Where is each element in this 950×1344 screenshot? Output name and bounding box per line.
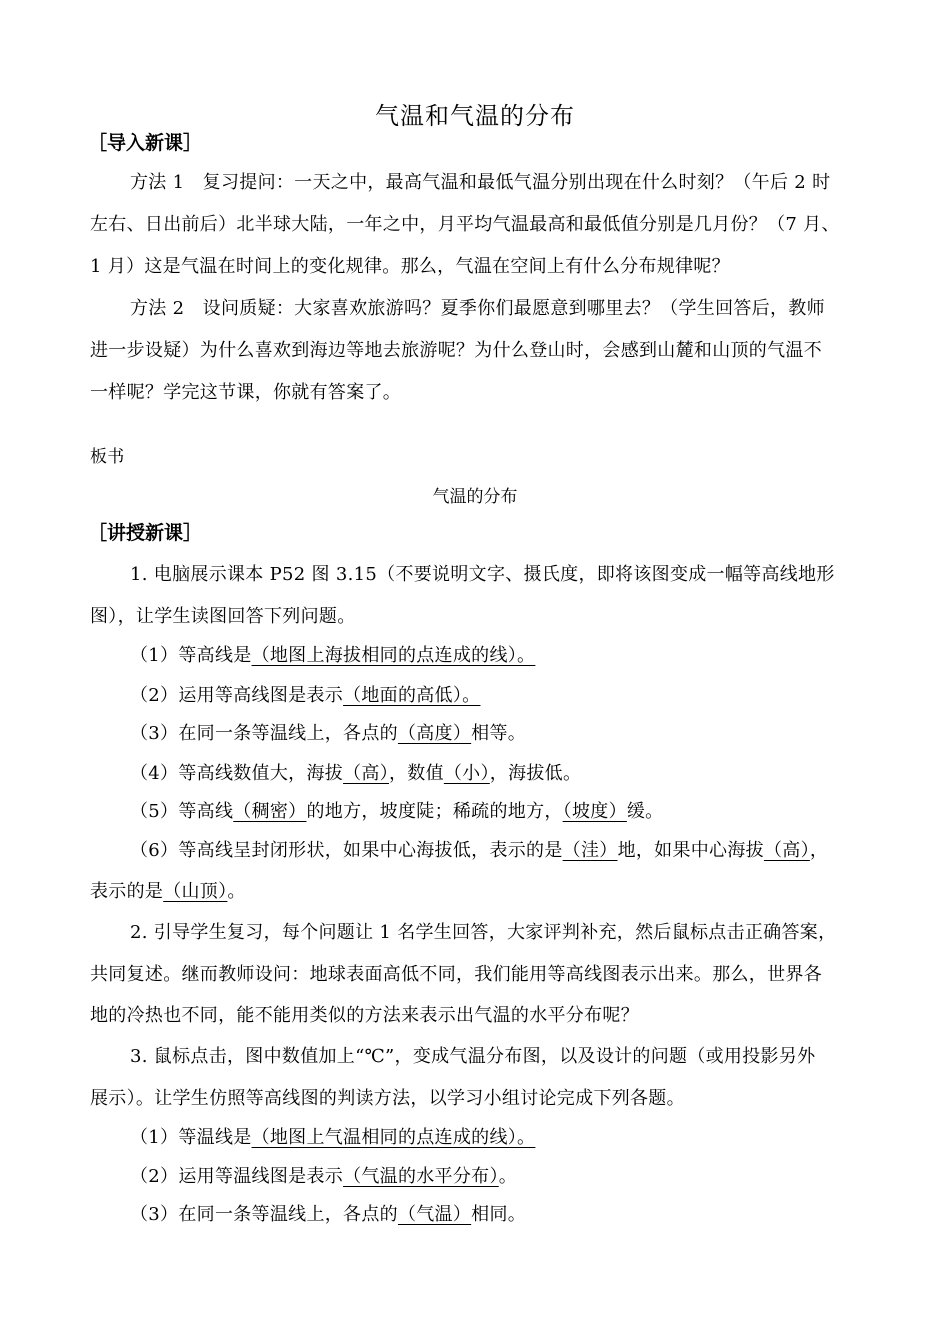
section-heading-lecture: ［讲授新课］: [88, 522, 203, 544]
answer-blank: （洼）: [562, 840, 618, 861]
answer-blank: （气温的水平分布）: [343, 1166, 499, 1187]
para3-line1: 3. 鼠标点击，图中数值加上“℃”，变成气温分布图，以及设计的问题（或用投影另外: [130, 1046, 816, 1067]
question-row: （4）等高线数值大，海拔（高），数值（小），海拔低。: [130, 763, 582, 784]
board-label: 板书: [90, 447, 125, 467]
para1-line1: 1. 电脑展示课本 P52 图 3.15（不要说明文字、摄氏度，即将该图变成一幅等高线地形: [130, 564, 835, 585]
document-title: 气温和气温的分布: [375, 102, 575, 130]
question-row: （2）运用等高线图是表示（地面的高低）。: [130, 685, 481, 706]
method2-line3: 一样呢？学完这节课，你就有答案了。: [90, 382, 402, 403]
question-row: （3）在同一条等温线上，各点的（气温）相同。: [130, 1204, 527, 1225]
answer-blank: （稠密）: [233, 801, 307, 822]
para2-line2: 共同复述。继而教师设问：地球表面高低不同，我们能用等高线图表示出来。那么，世界各: [90, 964, 822, 985]
method1-line2: 左右、日出前后）北半球大陆，一年之中，月平均气温最高和最低值分别是几月份？（7 月、: [90, 214, 840, 235]
method1-line3: 1 月）这是气温在时间上的变化规律。那么，气温在空间上有什么分布规律呢？: [90, 256, 730, 277]
answer-blank: （坡度）: [562, 801, 627, 822]
answer-blank: （高）: [343, 763, 389, 784]
answer-blank: （地图上海拔相同的点连成的线）。: [251, 645, 536, 666]
question-row: （1）等高线是（地图上海拔相同的点连成的线）。: [130, 645, 536, 666]
para2-line3: 地的冷热也不同，能不能用类似的方法来表示出气温的水平分布呢？: [90, 1005, 639, 1026]
method2-line2: 进一步设疑）为什么喜欢到海边等地去旅游呢？为什么登山时，会感到山麓和山顶的气温不: [90, 340, 822, 361]
answer-blank: （高）: [763, 840, 810, 861]
answer-blank: （高度）: [397, 723, 472, 744]
question-row: （1）等温线是（地图上气温相同的点连成的线）。: [130, 1127, 536, 1148]
para2-line1: 2. 引导学生复习，每个问题让 1 名学生回答，大家评判补充，然后鼠标点击正确答案，: [130, 922, 837, 943]
para3-line2: 展示）。让学生仿照等高线图的判读方法，以学习小组讨论完成下列各题。: [90, 1088, 685, 1109]
answer-blank: （小）: [443, 763, 490, 784]
question-row: （3）在同一条等温线上，各点的（高度）相等。: [130, 723, 527, 744]
board-title: 气温的分布: [432, 487, 518, 507]
answer-blank: （气温）: [397, 1204, 472, 1225]
question-row: （5）等高线（稠密）的地方，坡度陡；稀疏的地方，（坡度）缓。: [130, 801, 664, 822]
para1-line2: 图），让学生读图回答下列问题。: [90, 606, 356, 627]
answer-blank: （地面的高低）。: [343, 685, 481, 706]
question-row: 表示的是（山顶）。: [90, 881, 246, 902]
question-row: （6）等高线呈封闭形状，如果中心海拔低，表示的是（洼）地，如果中心海拔（高），: [130, 840, 829, 861]
section-heading-intro: ［导入新课］: [88, 132, 203, 154]
answer-blank: （山顶）: [163, 881, 228, 902]
answer-blank: （地图上气温相同的点连成的线）。: [251, 1127, 536, 1148]
method2-line1: 方法 2 设问质疑：大家喜欢旅游吗？夏季你们最愿意到哪里去？（学生回答后，教师: [130, 298, 825, 319]
question-row: （2）运用等温线图是表示（气温的水平分布）。: [130, 1166, 518, 1187]
method1-line1: 方法 1 复习提问：一天之中，最高气温和最低气温分别出现在什么时刻？（午后 2 时: [130, 172, 831, 193]
